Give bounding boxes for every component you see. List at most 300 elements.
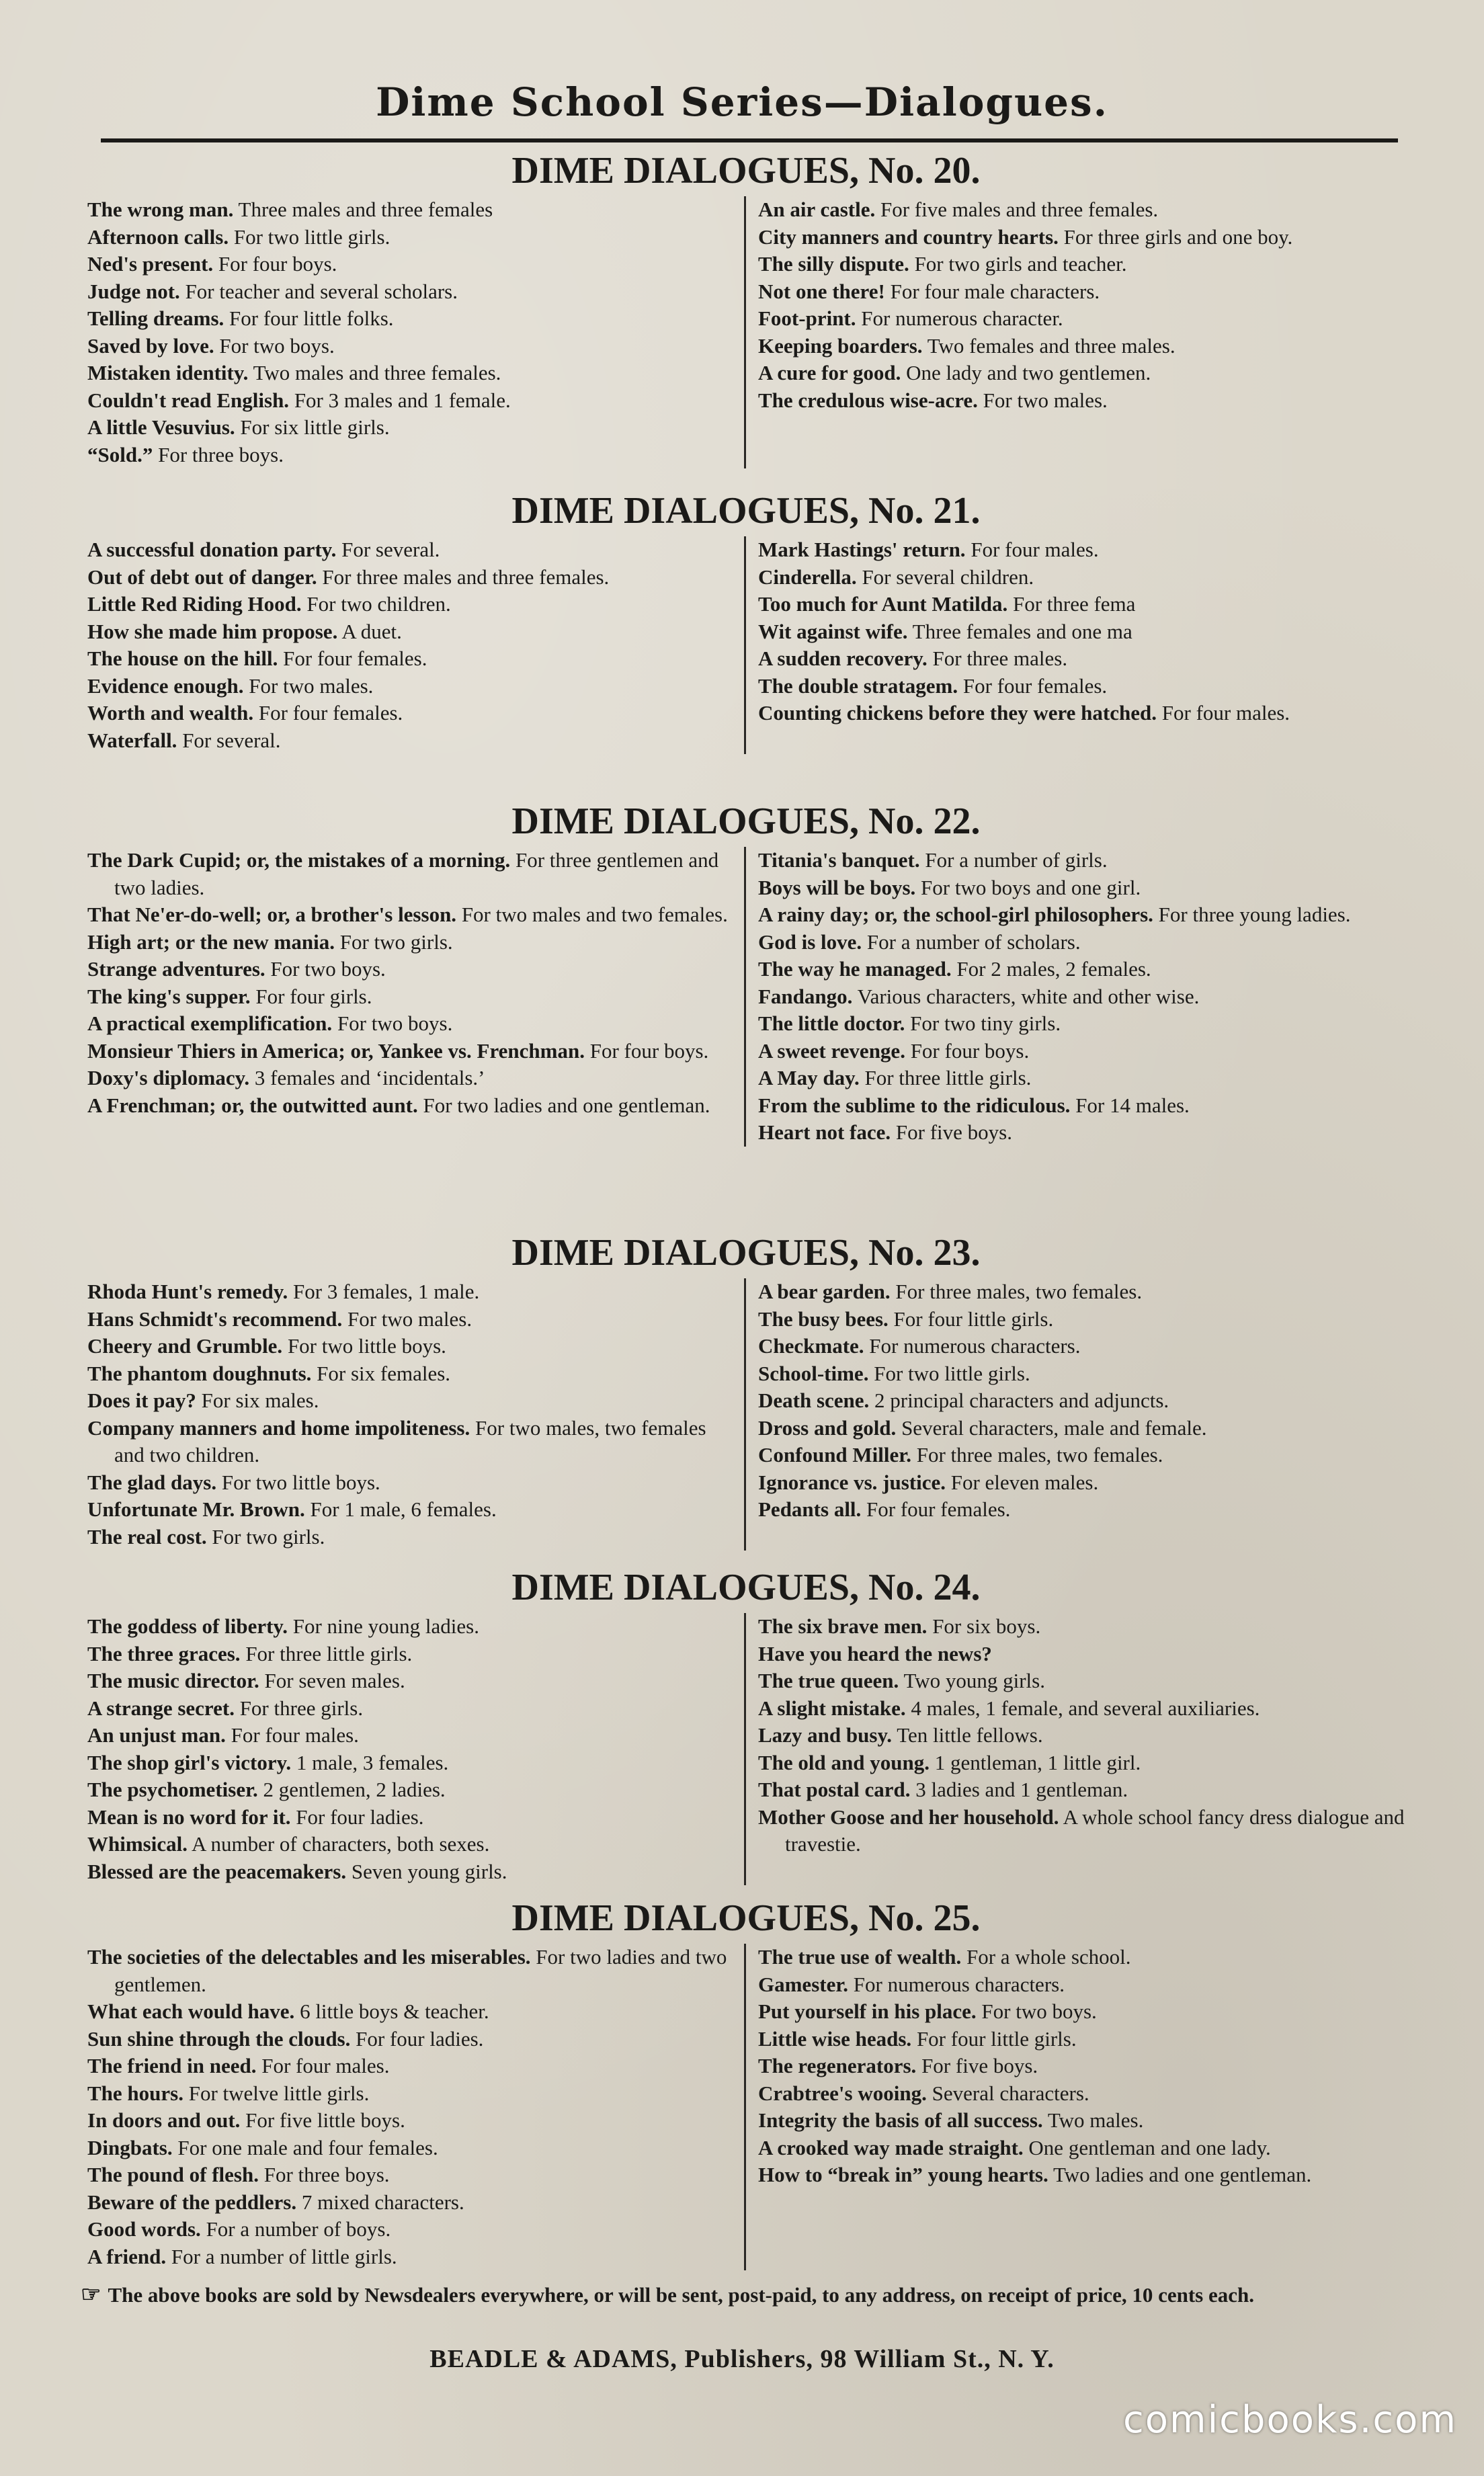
dialogue-cast: For three gentlemen and two ladies. (114, 848, 719, 899)
dialogue-cast: For seven males. (264, 1669, 405, 1692)
dialogue-entry (87, 1415, 736, 1469)
dialogue-cast: For two boys. (337, 1012, 453, 1035)
dialogue-cast: For five boys. (895, 1120, 1012, 1144)
dialogue-entry (758, 224, 1405, 251)
dialogue-cast: 1 male, 3 females. (296, 1750, 449, 1774)
dialogue-entry (87, 983, 736, 1011)
dialogue-cast: Two young girls. (903, 1669, 1045, 1692)
dialogue-entry (87, 2243, 736, 2271)
dialogue-title: The goddess of liberty. (87, 1614, 288, 1638)
right-column (746, 1613, 1405, 1885)
dialogue-entry (87, 901, 736, 929)
dialogue-entry (87, 2053, 736, 2080)
dialogue-title: A bear garden. (758, 1280, 891, 1303)
section-title: DIME DIALOGUES, No. 21. (511, 490, 981, 532)
dialogue-entry (758, 1092, 1405, 1120)
dialogue-cast: One lady and two gentlemen. (906, 361, 1151, 384)
dialogue-title: The pound of flesh. (87, 2163, 259, 2186)
dialogue-title: The shop girl's victory. (87, 1750, 292, 1774)
dialogue-entry (758, 2080, 1405, 2108)
dialogue-cast: Seven young girls. (351, 1859, 507, 1883)
dialogue-title: A rainy day; or, the school-girl philosophers. (758, 903, 1153, 926)
dialogue-cast: Several characters, male and female. (901, 1415, 1207, 1440)
dialogue-cast: 4 males, 1 female, and several auxiliaries. (911, 1696, 1260, 1720)
dialogue-cast: For two ladies and one gentleman. (423, 1093, 710, 1117)
dialogue-entry (758, 929, 1405, 956)
dialogue-title: The double stratagem. (758, 673, 958, 698)
dialogue-title: Rhoda Hunt's remedy. (87, 1280, 288, 1303)
dialogue-title: A crooked way made straight. (758, 2135, 1024, 2159)
dialogue-entry (758, 901, 1405, 929)
dialogue-cast: Two males. (1047, 2108, 1144, 2132)
dialogue-title: Ned's present. (87, 252, 214, 276)
dialogue-cast: For two tiny girls. (910, 1012, 1061, 1035)
dialogue-cast: For five males and three females. (880, 198, 1159, 221)
dialogue-cast: For six little girls. (240, 415, 390, 439)
dialogue-cast: For two girls. (212, 1524, 325, 1549)
dialogue-entry (758, 2135, 1405, 2162)
dialogue-title: The king's supper. (87, 984, 251, 1008)
dialogue-cast: A duet. (341, 619, 402, 643)
dialogue-cast: For six males. (201, 1389, 319, 1412)
dialogue-cast: For five boys. (921, 2054, 1038, 2077)
dialogue-cast: For two males, two females and two children. (114, 1415, 706, 1467)
dialogue-title: Couldn't read English. (87, 388, 290, 412)
dialogue-title: That Ne'er-do-well; or, a brother's lesson. (87, 903, 457, 926)
dialogue-title: In doors and out. (87, 2108, 241, 2132)
dialogue-cast: For a whole school. (966, 1945, 1131, 1969)
dialogue-entry (758, 333, 1405, 360)
dialogue-cast: For two little girls. (233, 224, 390, 249)
dialogue-entry (87, 2026, 736, 2053)
left-column (87, 1278, 746, 1551)
dialogue-cast: For twelve little girls. (188, 2081, 370, 2105)
dialogue-title: The real cost. (87, 1524, 207, 1549)
dialogue-title: How she made him propose. (87, 619, 338, 643)
dialogue-title: Wit against wife. (758, 619, 908, 643)
dialogue-cast: For three girls and one boy. (1063, 224, 1293, 249)
dialogue-entry (758, 1971, 1405, 1999)
dialogue-cast: For two girls. (339, 930, 453, 954)
dialogue-title: The Dark Cupid; or, the mistakes of a morning. (87, 848, 511, 872)
dialogue-entry (87, 1010, 736, 1038)
dialogue-title: Titania's banquet. (758, 848, 920, 872)
dialogue-title: A strange secret. (87, 1696, 235, 1720)
dialogue-entry (758, 847, 1405, 874)
dialogue-entry (87, 1469, 736, 1497)
dialogue-entry (758, 1496, 1405, 1524)
dialogue-title: Ignorance vs. justice. (758, 1470, 946, 1494)
dialogue-entry (87, 1038, 736, 1065)
dialogue-entry (758, 251, 1405, 278)
right-column (746, 196, 1405, 468)
dialogue-title: The psychometiser. (87, 1778, 258, 1801)
dialogue-cast: For two ladies and two gentlemen. (114, 1945, 727, 1996)
dialogue-entry (87, 224, 736, 251)
dialogue-entry (758, 1613, 1405, 1641)
dialogue-entry (758, 387, 1405, 415)
dialogue-entry (758, 1667, 1405, 1695)
dialogue-title: Mistaken identity. (87, 361, 249, 384)
dialogue-title: The regenerators. (758, 2054, 917, 2077)
dialogue-cast: For four ladies. (296, 1805, 424, 1829)
dialogue-entry (87, 1998, 736, 2026)
dialogue-entry (87, 1278, 736, 1306)
dialogue-cast: For a number of girls. (925, 848, 1108, 872)
dialogue-entry (758, 1360, 1405, 1388)
dialogue-title: The busy bees. (758, 1307, 889, 1331)
dialogue-title: The societies of the delectables and les miserables. (87, 1945, 531, 1969)
dialogue-cast: For five little boys. (245, 2108, 405, 2132)
dialogue-entry (87, 673, 736, 700)
dialogue-title: Does it pay? (87, 1389, 196, 1412)
dialogue-cast: For two girls and teacher. (914, 252, 1127, 276)
dialogue-cast: For numerous characters. (853, 1972, 1065, 1996)
dialogue-entry (87, 929, 736, 956)
dialogue-entry (87, 360, 736, 387)
dialogue-title: High art; or the new mania. (87, 930, 335, 954)
dialogue-entry (758, 618, 1405, 646)
dialogue-entry (758, 278, 1405, 306)
dialogue-entry (87, 1360, 736, 1388)
dialogue-entry (87, 414, 736, 442)
dialogue-cast: For four males. (261, 2054, 390, 2077)
dialogues-section-20 (87, 149, 1405, 468)
dialogue-cast: 3 ladies and 1 gentleman. (915, 1778, 1128, 1801)
dialogue-title: Checkmate. (758, 1334, 864, 1358)
left-column (87, 1613, 746, 1885)
dialogue-cast: 7 mixed characters. (301, 2190, 464, 2214)
dialogue-title: Mark Hastings' return. (758, 538, 966, 561)
dialogue-title: Confound Miller. (758, 1443, 911, 1467)
dialogue-title: The little doctor. (758, 1012, 905, 1035)
dialogue-cast: For several. (341, 538, 440, 561)
dialogue-title: A successful donation party. (87, 538, 337, 561)
dialogue-entry (87, 2107, 736, 2135)
dialogue-cast: For two males. (347, 1307, 472, 1331)
dialogue-cast: A number of characters, both sexes. (192, 1832, 490, 1856)
dialogue-entry (758, 1641, 1405, 1668)
dialogue-title: Death scene. (758, 1389, 870, 1412)
dialogue-cast: For three young ladies. (1158, 903, 1351, 926)
dialogues-section-21 (87, 489, 1405, 754)
dialogue-entry (758, 1387, 1405, 1415)
dialogue-cast: For several. (182, 728, 281, 752)
dialogue-cast: For a number of boys. (206, 2217, 391, 2241)
dialogue-cast: Two males and three females. (253, 361, 501, 384)
dialogue-cast: For four males. (1161, 701, 1290, 725)
dialogue-entry (87, 2135, 736, 2162)
dialogue-entry (758, 1944, 1405, 1971)
dialogue-entry (758, 1695, 1405, 1723)
dialogues-section-23 (87, 1231, 1405, 1551)
dialogue-cast: One gentleman and one lady. (1028, 2135, 1271, 2159)
dialogue-title: Lazy and busy. (758, 1723, 893, 1747)
left-column (87, 196, 746, 468)
dialogue-entry (87, 1858, 736, 1886)
dialogues-section-24 (87, 1566, 1405, 1885)
dialogue-title: Doxy's diplomacy. (87, 1066, 250, 1089)
dialogue-entry (758, 2107, 1405, 2135)
dialogue-title: Pedants all. (758, 1497, 862, 1521)
dialogue-title: A May day. (758, 1066, 860, 1089)
dialogue-title: The glad days. (87, 1470, 217, 1494)
dialogue-title: Little wise heads. (758, 2026, 912, 2051)
dialogue-cast: For four little girls. (893, 1307, 1054, 1331)
dialogue-title: The six brave men. (758, 1614, 928, 1638)
dialogue-entry (87, 442, 736, 469)
dialogue-entry (87, 1613, 736, 1641)
dialogue-cast: For two boys. (270, 957, 386, 981)
dialogue-cast: 3 females and ‘incidentals.’ (254, 1066, 485, 1089)
dialogue-title: The house on the hill. (87, 647, 278, 670)
dialogue-cast: For three fema (1012, 592, 1136, 616)
page-header-title: Dime School Series—Dialogues. (376, 79, 1108, 125)
dialogue-title: Monsieur Thiers in America; or, Yankee vs. Frenchman. (87, 1038, 585, 1063)
dialogue-entry (87, 1306, 736, 1333)
dialogue-entry (758, 1749, 1405, 1777)
dialogue-title: An air castle. (758, 198, 876, 221)
section-title: DIME DIALOGUES, No. 20. (511, 150, 981, 192)
dialogue-title: Sun shine through the clouds. (87, 2026, 351, 2051)
dialogue-title: Cheery and Grumble. (87, 1334, 283, 1358)
dialogue-title: Counting chickens before they were hatched. (758, 701, 1157, 725)
dialogue-cast: For teacher and several scholars. (185, 279, 458, 303)
section-title: DIME DIALOGUES, No. 22. (511, 800, 981, 842)
dialogue-cast: Ten little fellows. (897, 1723, 1043, 1747)
dialogue-entry (758, 1306, 1405, 1333)
dialogue-entry (87, 1722, 736, 1749)
dialogue-cast: Two ladies and one gentleman. (1053, 2163, 1312, 2186)
dialogue-entry (758, 591, 1405, 618)
left-column (87, 1944, 746, 2270)
dialogue-entry (758, 700, 1405, 727)
dialogue-entry (758, 1469, 1405, 1497)
dialogue-title: Hans Schmidt's recommend. (87, 1307, 343, 1331)
footer-note (81, 2282, 1411, 2309)
dialogue-title: The three graces. (87, 1641, 241, 1665)
dialogue-cast: For three boys. (158, 442, 284, 466)
dialogue-entry (87, 1496, 736, 1524)
dialogue-cast: For three males, two females. (895, 1280, 1143, 1303)
dialogue-cast: For four little girls. (916, 2026, 1077, 2051)
dialogue-title: The true use of wealth. (758, 1945, 962, 1969)
dialogue-title: God is love. (758, 930, 862, 954)
dialogue-entry (758, 645, 1405, 673)
dialogue-cast: For four males. (971, 538, 1099, 561)
section-title: DIME DIALOGUES, No. 25. (511, 1897, 981, 1939)
dialogue-cast: For numerous characters. (869, 1334, 1081, 1358)
footer-note-text: The above books are sold by Newsdealers everywhere, or will be sent, post-paid, to any address, on receipt of price, 10 cents each. (108, 2283, 1254, 2307)
dialogue-entry (758, 536, 1405, 564)
dialogue-title: Not one there! (758, 279, 885, 303)
dialogues-section-22 (87, 800, 1405, 1147)
dialogue-cast: For eleven males. (950, 1470, 1099, 1494)
dialogue-title: That postal card. (758, 1778, 911, 1801)
dialogue-entry (87, 700, 736, 727)
dialogue-title: A sudden recovery. (758, 647, 928, 670)
dialogue-cast: A whole school fancy dress dialogue and travestie. (785, 1805, 1405, 1856)
dialogue-title: Gamester. (758, 1972, 849, 1996)
dialogue-entry (87, 2080, 736, 2108)
dialogue-cast: For two males. (249, 673, 374, 698)
dialogue-entry (87, 591, 736, 618)
right-column (746, 536, 1405, 754)
dialogue-entry (87, 251, 736, 278)
dialogue-cast: For four females. (283, 647, 427, 670)
dialogue-cast: Three females and one ma (912, 619, 1132, 643)
dialogue-title: Integrity the basis of all success. (758, 2108, 1043, 2132)
dialogue-title: A Frenchman; or, the outwitted aunt. (87, 1093, 418, 1117)
dialogue-entry (87, 1065, 736, 1092)
dialogue-entry (758, 2026, 1405, 2053)
dialogue-title: Mean is no word for it. (87, 1805, 291, 1829)
dialogue-cast: For four males. (231, 1723, 359, 1747)
dialogue-entry (87, 2216, 736, 2243)
dialogue-entry (87, 1387, 736, 1415)
dialogue-title: The silly dispute. (758, 252, 909, 276)
dialogue-entry (758, 983, 1405, 1011)
dialogue-cast: 6 little boys & teacher. (300, 1999, 489, 2023)
dialogue-title: Blessed are the peacemakers. (87, 1859, 347, 1883)
dialogue-entry (87, 2161, 736, 2189)
dialogue-title: From the sublime to the ridiculous. (758, 1093, 1071, 1117)
dialogue-cast: For four boys. (589, 1038, 709, 1063)
dialogue-cast: For four boys. (910, 1038, 1030, 1063)
dialogue-cast: Various characters, white and other wise. (857, 984, 1200, 1008)
dialogue-title: Unfortunate Mr. Brown. (87, 1497, 305, 1521)
dialogue-title: Afternoon calls. (87, 224, 229, 249)
dialogue-title: A slight mistake. (758, 1696, 906, 1720)
section-title: DIME DIALOGUES, No. 23. (511, 1232, 981, 1274)
dialogue-title: A sweet revenge. (758, 1038, 905, 1063)
dialogue-cast: For nine young ladies. (292, 1614, 479, 1638)
dialogue-title: Saved by love. (87, 333, 214, 358)
dialogue-entry (87, 305, 736, 333)
dialogue-title: Put yourself in his place. (758, 1999, 977, 2023)
dialogue-title: Foot-print. (758, 306, 856, 330)
dialogue-title: Boys will be boys. (758, 875, 916, 899)
dialogue-cast: Three males and three females (238, 198, 493, 221)
right-column (746, 847, 1405, 1147)
dialogue-title: Keeping boarders. (758, 333, 923, 358)
dialogue-entry (87, 1776, 736, 1804)
dialogue-title: A friend. (87, 2244, 167, 2268)
dialogue-title: “Sold.” (87, 442, 153, 466)
dialogue-entry (87, 847, 736, 901)
dialogue-title: Strange adventures. (87, 957, 265, 981)
dialogue-title: City manners and country hearts. (758, 224, 1059, 249)
dialogue-cast: For three little girls. (864, 1066, 1032, 1089)
dialogue-title: The old and young. (758, 1750, 930, 1774)
dialogue-title: Telling dreams. (87, 306, 224, 330)
dialogue-entry (87, 1831, 736, 1858)
dialogue-entry (87, 1749, 736, 1777)
dialogue-title: How to “break in” young hearts. (758, 2163, 1048, 2186)
dialogue-entry (87, 333, 736, 360)
dialogue-entry (758, 1333, 1405, 1360)
dialogue-entry (87, 645, 736, 673)
dialogue-entry (87, 536, 736, 564)
dialogue-title: The phantom doughnuts. (87, 1361, 312, 1385)
dialogue-entry (87, 1092, 736, 1120)
dialogue-title: An unjust man. (87, 1723, 226, 1747)
dialogue-entry (87, 2189, 736, 2217)
dialogue-cast: 2 principal characters and adjuncts. (874, 1389, 1169, 1412)
dialogue-cast: For four ladies. (356, 2026, 484, 2051)
dialogue-title: Evidence enough. (87, 673, 244, 698)
publisher-line: BEADLE & ADAMS, Publishers, 98 William St., N. Y. (429, 2345, 1055, 2373)
dialogues-section-25 (87, 1897, 1405, 2270)
dialogue-entry (758, 1119, 1405, 1147)
dialogue-cast: For 14 males. (1075, 1093, 1190, 1117)
dialogue-entry (87, 278, 736, 306)
dialogue-cast: For four girls. (255, 984, 372, 1008)
dialogue-cast: For several children. (862, 565, 1034, 589)
dialogue-entry (758, 360, 1405, 387)
dialogue-entry (87, 956, 736, 983)
dialogue-cast: For three males, two females. (916, 1443, 1163, 1467)
dialogue-entry (87, 387, 736, 415)
dialogue-cast: For two little boys. (221, 1470, 380, 1494)
dialogue-entry (758, 1065, 1405, 1092)
dialogue-entry (87, 1333, 736, 1360)
dialogue-cast: For four females. (962, 673, 1108, 698)
dialogue-entry (758, 673, 1405, 700)
dialogue-title: The wrong man. (87, 198, 234, 221)
dialogue-cast: For four boys. (218, 252, 337, 276)
dialogue-entry (758, 2053, 1405, 2080)
pointing-hand-icon: ☞ (81, 2282, 101, 2307)
dialogue-entry (758, 196, 1405, 224)
dialogue-title: Judge not. (87, 279, 180, 303)
dialogue-entry (758, 1010, 1405, 1038)
dialogue-title: School-time. (758, 1361, 869, 1385)
header-rule (101, 138, 1398, 142)
dialogue-cast: For four male characters. (890, 279, 1100, 303)
dialogue-entry (87, 1667, 736, 1695)
dialogue-entry (87, 196, 736, 224)
dialogue-cast: For two males. (983, 388, 1108, 412)
dialogue-entry (87, 564, 736, 591)
dialogue-cast: For three males and three females. (322, 565, 610, 589)
dialogue-entry (758, 1278, 1405, 1306)
dialogue-title: Out of debt out of danger. (87, 565, 317, 589)
dialogue-title: The credulous wise-acre. (758, 388, 978, 412)
dialogue-entry (87, 727, 736, 755)
dialogue-title: Fandango. (758, 984, 853, 1008)
dialogue-title: Too much for Aunt Matilda. (758, 592, 1008, 616)
dialogue-entry (87, 1695, 736, 1723)
watermark: comicbooks.com (1122, 2398, 1457, 2442)
section-title: DIME DIALOGUES, No. 24. (511, 1567, 981, 1608)
dialogue-entry (758, 956, 1405, 983)
dialogue-title: A little Vesuvius. (87, 415, 235, 439)
dialogue-cast: For numerous character. (861, 306, 1063, 330)
dialogue-entry (87, 1641, 736, 1668)
dialogue-title: The music director. (87, 1669, 259, 1692)
dialogue-entry (758, 1776, 1405, 1804)
dialogue-cast: For a number of little girls. (171, 2244, 397, 2268)
dialogue-title: Dross and gold. (758, 1415, 897, 1440)
dialogue-cast: For four females. (866, 1497, 1011, 1521)
dialogue-entry (87, 618, 736, 646)
dialogue-cast: For two boys and one girl. (921, 875, 1141, 899)
dialogue-cast: For six females. (317, 1361, 451, 1385)
dialogue-entry (758, 1722, 1405, 1749)
dialogue-entry (758, 2161, 1405, 2189)
dialogue-title: Company manners and home impoliteness. (87, 1415, 470, 1440)
